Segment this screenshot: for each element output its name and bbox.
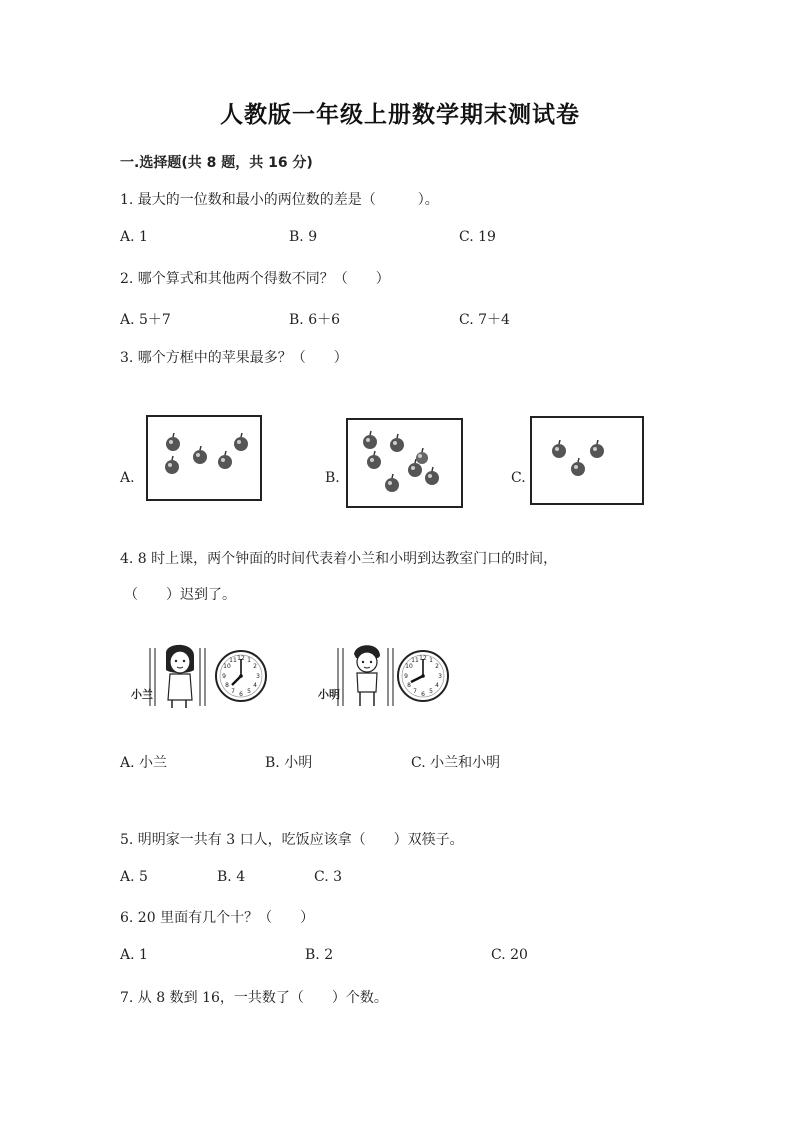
apple-group-c (532, 418, 642, 503)
question-5-option-a: A. 5 (120, 869, 148, 885)
svg-text:10: 10 (223, 663, 231, 670)
girl-icon (166, 645, 194, 708)
apple-icon (385, 474, 399, 492)
question-6-option-c: C. 20 (491, 947, 528, 963)
question-4-option-a: A. 小兰 (120, 755, 168, 771)
question-6-text: 6. 20 里面有几个十？（ ） (120, 910, 315, 926)
apple-icon (571, 458, 585, 476)
svg-text:6: 6 (421, 691, 425, 698)
apple-box-c (530, 416, 644, 505)
clock-icon-xiaolan (214, 649, 268, 703)
svg-text:2: 2 (435, 663, 439, 670)
question-3-option-a: A. (120, 470, 135, 486)
svg-text:10: 10 (405, 663, 413, 670)
apple-box-b (346, 418, 463, 508)
apple-icon (552, 440, 566, 458)
svg-text:7: 7 (413, 688, 417, 695)
svg-text:11: 11 (411, 657, 419, 664)
apple-group-b (348, 420, 461, 506)
question-1-text: 1. 最大的一位数和最小的两位数的差是（ ）。 (120, 192, 439, 208)
question-5-text: 5. 明明家一共有 3 口人，吃饭应该拿（ ）双筷子。 (120, 832, 464, 848)
apple-icon (416, 448, 428, 464)
section-heading: 一.选择题(共 8 题，共 16 分) (120, 155, 313, 171)
svg-text:1: 1 (429, 657, 433, 664)
svg-text:8: 8 (225, 682, 229, 689)
svg-text:1: 1 (247, 657, 251, 664)
svg-text:4: 4 (253, 682, 257, 689)
apple-group-a (148, 417, 260, 499)
apple-icon (390, 434, 404, 452)
question-2-option-c: C. 7＋4 (459, 312, 510, 328)
apple-icon (234, 433, 248, 451)
question-3-option-b: B. (325, 470, 340, 486)
svg-text:3: 3 (438, 673, 442, 680)
svg-text:12: 12 (237, 655, 245, 662)
svg-text:11: 11 (229, 657, 237, 664)
page-title: 人教版一年级上册数学期末测试卷 (220, 101, 580, 128)
question-6-option-a: A. 1 (120, 947, 148, 963)
question-2-option-b: B. 6＋6 (289, 312, 341, 328)
question-2-text: 2. 哪个算式和其他两个得数不同？（ ） (120, 271, 390, 287)
question-3-text: 3. 哪个方框中的苹果最多？（ ） (120, 350, 348, 366)
question-1-option-c: C. 19 (459, 229, 496, 245)
svg-text:12: 12 (419, 655, 427, 662)
svg-text:9: 9 (404, 673, 408, 680)
question-1-option-b: B. 9 (289, 229, 318, 245)
question-5-option-c: C. 3 (314, 869, 343, 885)
apple-icon (367, 451, 381, 469)
svg-text:8: 8 (407, 682, 411, 689)
question-4-text-line-2: （ ）迟到了。 (124, 587, 236, 603)
xiaoming-label: 小明 (318, 688, 340, 701)
svg-text:9: 9 (222, 673, 226, 680)
question-5-option-b: B. 4 (217, 869, 246, 885)
svg-text:5: 5 (247, 688, 251, 695)
apple-icon (218, 451, 232, 469)
svg-text:2: 2 (253, 663, 257, 670)
apple-icon (363, 431, 377, 449)
apple-icon (165, 456, 179, 474)
svg-text:4: 4 (435, 682, 439, 689)
svg-text:7: 7 (231, 688, 235, 695)
svg-text:5: 5 (429, 688, 433, 695)
svg-text:6: 6 (239, 691, 243, 698)
question-2-option-a: A. 5＋7 (120, 312, 171, 328)
question-6-option-b: B. 2 (305, 947, 334, 963)
apple-icon (193, 446, 207, 464)
question-3-option-c: C. (511, 470, 526, 486)
clock-icon-xiaoming (396, 649, 450, 703)
apple-icon (166, 433, 180, 451)
apple-box-a (146, 415, 262, 501)
apple-icon (590, 440, 604, 458)
question-7-text: 7. 从 8 数到 16，一共数了（ ）个数。 (120, 990, 388, 1006)
question-4-option-c: C. 小兰和小明 (411, 755, 501, 771)
question-1-option-a: A. 1 (120, 229, 148, 245)
apple-icon (425, 467, 439, 485)
boy-icon (354, 645, 380, 706)
xiaolan-label: 小兰 (131, 688, 153, 701)
question-4-option-b: B. 小明 (265, 755, 313, 771)
question-4-text-line-1: 4. 8 时上课，两个钟面的时间代表着小兰和小明到达教室门口的时间， (120, 551, 558, 567)
svg-text:3: 3 (256, 673, 260, 680)
